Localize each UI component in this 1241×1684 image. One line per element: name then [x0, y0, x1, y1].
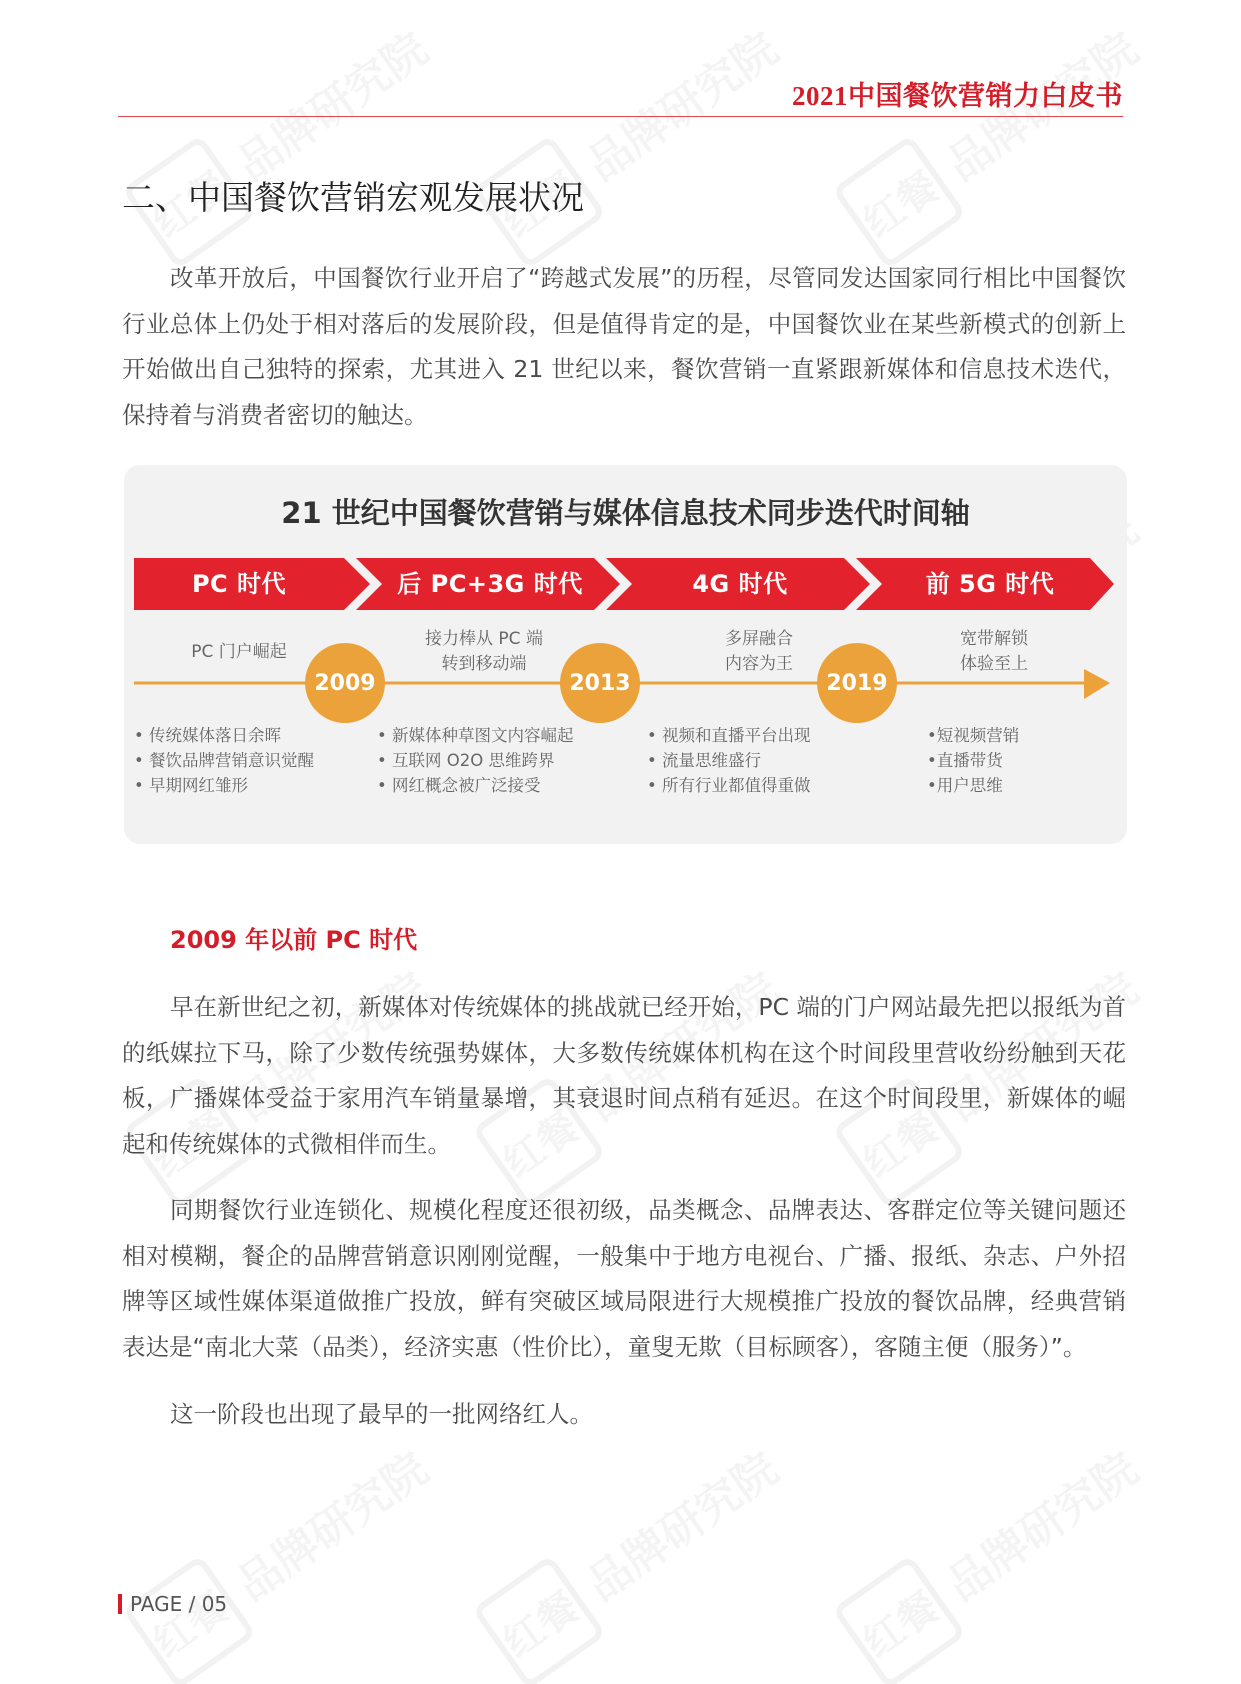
era-arrow-post-pc: [356, 558, 620, 610]
list-item: • 用户思维: [927, 773, 1019, 798]
list-item: • 视频和直播平台出现: [647, 723, 810, 748]
era-note: 接力棒从 PC 端 转到移动端: [425, 629, 543, 674]
intro-paragraph: 改革开放后，中国餐饮行业开启了“跨越式发展”的历程，尽管同发达国家同行相比中国餐饮行业总体上仍处于相对落后的发展阶段，但是值得肯定的是，中国餐饮业在某些新模式的创新上开始做出自己独特的探索，尤其进入 21 世纪以来，餐饮营销一直紧跟新媒体和信息技术迭代，保持着与消费者密切的触达。: [122, 264, 1126, 429]
watermark: [118, 1415, 451, 1684]
list-item: • 所有行业都值得重做: [647, 773, 810, 798]
era-note: 宽带解锁 体验至上: [960, 629, 1028, 674]
timeline-infographic: [124, 465, 1127, 844]
watermark: [118, 0, 451, 275]
list-item: • 餐饮品牌营销意识觉醒: [134, 748, 314, 773]
era-note: 多屏融合 内容为王: [725, 629, 793, 674]
list-item: • 直播带货: [927, 748, 1019, 773]
era-arrow-bar: [134, 558, 1114, 610]
era-arrow-4g: [606, 558, 870, 610]
era-arrow-5g: [856, 558, 1114, 610]
list-item: • 新媒体种草图文内容崛起: [377, 723, 573, 748]
list-item: • 流量思维盛行: [647, 748, 810, 773]
era-label: 4G 时代: [692, 570, 788, 598]
footer-accent-bar: [118, 1594, 122, 1614]
body-paragraph: 同期餐饮行业连锁化、规模化程度还很初级，品类概念、品牌表达、客群定位等关键问题还相对模糊，餐企的品牌营销意识刚刚觉醒，一般集中于地方电视台、广播、报纸、杂志、户外招牌等区域性媒体渠道做推广投放，鲜有突破区域局限进行大规模推广投放的餐饮品牌，经典营销表达是“南北大菜（品类），经济实惠（性价比），童叟无欺（目标顾客），客随主便（服务）”。: [122, 1196, 1126, 1361]
watermark: [828, 0, 1161, 275]
era-label: 后 PC+3G 时代: [397, 570, 583, 598]
era-bullet-list: [647, 723, 810, 798]
era-bullet-list: [134, 723, 314, 798]
list-item: • 网红概念被广泛接受: [377, 773, 573, 798]
body-paragraph: 早在新世纪之初，新媒体对传统媒体的挑战就已经开始，PC 端的门户网站最先把以报纸为首的纸媒拉下马，除了少数传统强势媒体，大多数传统媒体机构在这个时间段里营收纷纷触到天花板，广播媒体受益于家用汽车销量暴增，其衰退时间点稍有延迟。在这个时间段里，新媒体的崛起和传统媒体的式微相伴而生。: [122, 993, 1126, 1158]
year-marker: 2013: [560, 643, 640, 723]
document-title: 2021中国餐饮营销力白皮书: [792, 81, 1123, 111]
subsection-heading: 2009 年以前 PC 时代: [170, 926, 418, 954]
timeline-title: 21 世纪中国餐饮营销与媒体信息技术同步迭代时间轴: [281, 496, 970, 530]
era-note: PC 门户崛起: [191, 642, 287, 662]
page-number: PAGE / 05: [130, 1592, 228, 1616]
list-item: • 传统媒体落日余晖: [134, 723, 314, 748]
watermark: [468, 1415, 801, 1684]
list-item: • 互联网 O2O 思维跨界: [377, 748, 573, 773]
era-label: PC 时代: [191, 570, 287, 598]
page-footer: [118, 1592, 227, 1616]
year-marker: 2009: [305, 643, 385, 723]
era-bullet-list: [377, 723, 573, 798]
body-paragraph: 这一阶段也出现了最早的一批网络红人。: [170, 1400, 593, 1428]
era-label: 前 5G 时代: [925, 570, 1055, 598]
era-bullet-list: [927, 723, 1019, 798]
section-heading: 二、中国餐饮营销宏观发展状况: [122, 178, 584, 217]
watermark: [828, 1415, 1161, 1684]
list-item: • 短视频营销: [927, 723, 1019, 748]
header-divider: [118, 116, 1123, 117]
watermark: [468, 0, 801, 275]
era-arrow-pc: [134, 558, 370, 610]
year-marker: 2019: [817, 643, 897, 723]
list-item: • 早期网红雏形: [134, 773, 314, 798]
